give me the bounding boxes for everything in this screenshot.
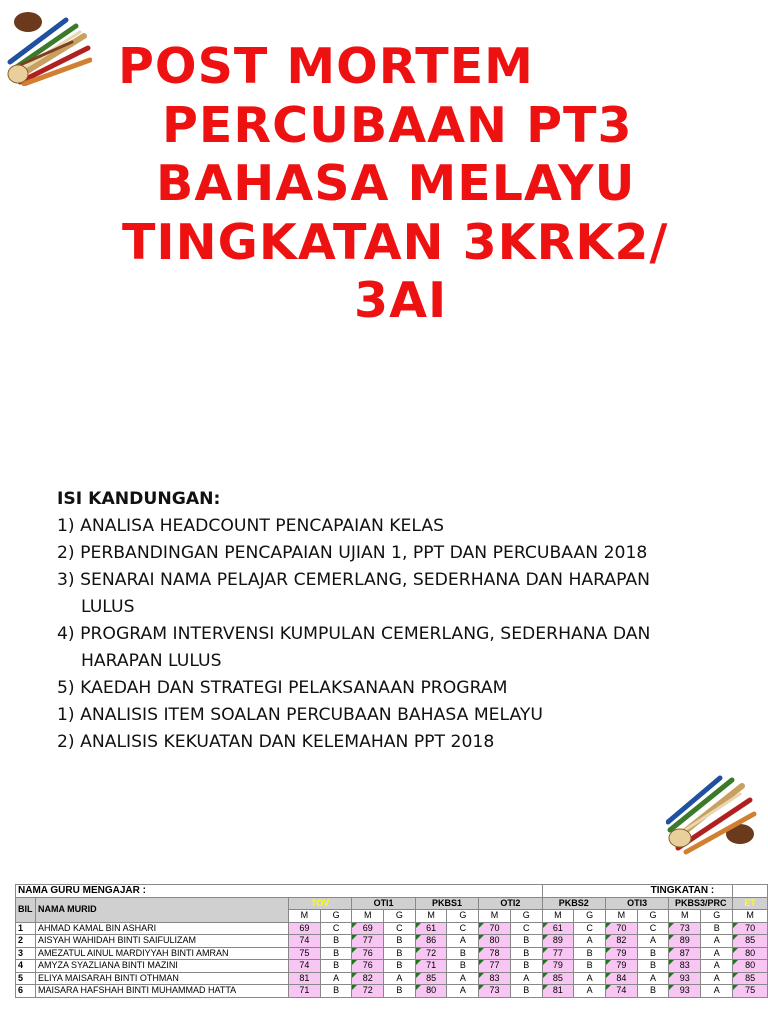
grade-cell: C (510, 922, 542, 935)
group-header-et: ET (733, 897, 768, 910)
grade-cell: B (574, 960, 606, 973)
contents-heading: ISI KANDUNGAN: (57, 489, 221, 509)
mark-cell: 73 (479, 985, 511, 998)
mark-cell: 80 (733, 947, 768, 960)
mark-cell: 89 (669, 935, 701, 948)
mark-cell: 61 (542, 922, 574, 935)
grade-cell: A (510, 972, 542, 985)
row-number: 1 (16, 922, 36, 935)
guru-label: NAMA GURU MENGAJAR : (16, 885, 543, 898)
marks-spreadsheet (15, 884, 768, 998)
mark-cell: 84 (606, 972, 638, 985)
grade-cell: A (701, 935, 733, 948)
mark-cell: 77 (542, 947, 574, 960)
mark-cell: 70 (606, 922, 638, 935)
grade-cell: B (637, 947, 669, 960)
sub-header-m: M (479, 910, 511, 923)
empty-cell (733, 885, 768, 898)
row-number: 6 (16, 985, 36, 998)
table-row (16, 922, 768, 935)
mark-cell: 76 (352, 960, 384, 973)
grade-cell: A (701, 985, 733, 998)
grade-cell: A (701, 972, 733, 985)
mark-cell: 69 (289, 922, 321, 935)
mark-cell: 86 (415, 935, 447, 948)
mark-cell: 72 (415, 947, 447, 960)
grade-cell: B (510, 985, 542, 998)
grade-cell: A (637, 972, 669, 985)
marks-table (15, 884, 768, 998)
sub-header-m: M (669, 910, 701, 923)
pencils-bundle-icon (666, 774, 758, 856)
grade-cell: C (447, 922, 479, 935)
mark-cell: 79 (606, 947, 638, 960)
table-row (16, 935, 768, 948)
mark-cell: 61 (415, 922, 447, 935)
grade-cell: B (384, 935, 416, 948)
student-name: AMEZATUL AINUL MARDIYYAH BINTI AMRAN (35, 947, 288, 960)
contents-item: 3) SENARAI NAMA PELAJAR CEMERLANG, SEDERHANA DAN HARAPAN (57, 570, 651, 590)
grade-cell: B (637, 985, 669, 998)
mark-cell: 76 (352, 947, 384, 960)
sub-header-m: M (542, 910, 574, 923)
mark-cell: 71 (289, 985, 321, 998)
group-header-oti3: OTI3 (606, 897, 669, 910)
mark-cell: 80 (733, 960, 768, 973)
mark-cell: 93 (669, 972, 701, 985)
grade-cell: B (320, 985, 352, 998)
mark-cell: 85 (733, 935, 768, 948)
student-name: AMYZA SYAZLIANA BINTI MAZINI (35, 960, 288, 973)
grade-cell: A (574, 972, 606, 985)
title-line: POST MORTEM (118, 38, 534, 95)
mark-cell: 85 (733, 972, 768, 985)
mark-cell: 78 (479, 947, 511, 960)
mark-cell: 72 (352, 985, 384, 998)
mark-cell: 71 (415, 960, 447, 973)
grade-cell: B (447, 947, 479, 960)
group-header-pkbs3-prc: PKBS3/PRC (669, 897, 733, 910)
title-line: PERCUBAAN PT3 (162, 96, 633, 154)
row-number: 2 (16, 935, 36, 948)
table-row (16, 972, 768, 985)
grade-cell: A (574, 985, 606, 998)
contents-item: 2) ANALISIS KEKUATAN DAN KELEMAHAN PPT 2018 (57, 732, 495, 752)
sub-header-m: M (415, 910, 447, 923)
mark-cell: 85 (542, 972, 574, 985)
mark-cell: 80 (415, 985, 447, 998)
grade-cell: A (701, 960, 733, 973)
table-row (16, 985, 768, 998)
mark-cell: 83 (669, 960, 701, 973)
nama-header: NAMA MURID (35, 897, 288, 922)
mark-cell: 75 (289, 947, 321, 960)
title-line: TINGKATAN 3KRK2/ (122, 213, 669, 271)
group-header-oti1: OTI1 (352, 897, 415, 910)
table-of-contents (57, 486, 712, 756)
student-name: AHMAD KAMAL BIN ASHARI (35, 922, 288, 935)
mark-cell: 70 (479, 922, 511, 935)
grade-cell: B (510, 947, 542, 960)
column-group-row (16, 897, 768, 910)
grade-cell: A (384, 972, 416, 985)
mark-cell: 81 (289, 972, 321, 985)
table-row (16, 960, 768, 973)
sub-header-m: M (352, 910, 384, 923)
mark-cell: 93 (669, 985, 701, 998)
mark-cell: 74 (289, 960, 321, 973)
sub-header-m: M (606, 910, 638, 923)
grade-cell: B (384, 960, 416, 973)
group-header-pkbs2: PKBS2 (542, 897, 605, 910)
sub-header-m: M (733, 910, 768, 923)
mark-cell: 83 (479, 972, 511, 985)
mark-cell: 70 (733, 922, 768, 935)
contents-item: 4) PROGRAM INTERVENSI KUMPULAN CEMERLANG, SEDERHANA DAN (57, 624, 651, 644)
contents-item-continuation: HARAPAN LULUS (81, 651, 222, 671)
mark-cell: 82 (606, 935, 638, 948)
bil-header: BIL (16, 897, 36, 922)
grade-cell: A (574, 935, 606, 948)
title-line: 3AI (354, 272, 448, 329)
grade-cell: B (637, 960, 669, 973)
title-line: BAHASA MELAYU (156, 155, 636, 212)
mark-cell: 79 (542, 960, 574, 973)
mark-cell: 75 (733, 985, 768, 998)
mark-cell: 81 (542, 985, 574, 998)
sub-header-g: G (447, 910, 479, 923)
pencils-bundle-icon (6, 8, 92, 86)
sub-header-g: G (384, 910, 416, 923)
table-row (16, 947, 768, 960)
mark-cell: 77 (479, 960, 511, 973)
contents-item: 2) PERBANDINGAN PENCAPAIAN UJIAN 1, PPT DAN PERCUBAAN 2018 (57, 543, 648, 563)
row-number: 4 (16, 960, 36, 973)
mark-cell: 79 (606, 960, 638, 973)
group-header-pkbs1: PKBS1 (415, 897, 478, 910)
grade-cell: C (320, 922, 352, 935)
student-name: MAISARA HAFSHAH BINTI MUHAMMAD HATTA (35, 985, 288, 998)
mark-cell: 69 (352, 922, 384, 935)
group-header-tov: TOV (289, 897, 352, 910)
contents-item: 1) ANALISA HEADCOUNT PENCAPAIAN KELAS (57, 516, 445, 536)
mark-cell: 82 (352, 972, 384, 985)
student-name: AISYAH WAHIDAH BINTI SAIFULIZAM (35, 935, 288, 948)
mark-cell: 74 (606, 985, 638, 998)
grade-cell: A (447, 972, 479, 985)
sub-header-g: G (701, 910, 733, 923)
grade-cell: B (447, 960, 479, 973)
mark-cell: 85 (415, 972, 447, 985)
tingkatan-label: TINGKATAN : (542, 885, 733, 898)
grade-cell: A (447, 935, 479, 948)
sub-header-g: G (637, 910, 669, 923)
contents-item: 5) KAEDAH DAN STRATEGI PELAKSANAAN PROGRAM (57, 678, 508, 698)
grade-cell: B (574, 947, 606, 960)
grade-cell: A (637, 935, 669, 948)
mark-cell: 77 (352, 935, 384, 948)
student-name: ELIYA MAISARAH BINTI OTHMAN (35, 972, 288, 985)
grade-cell: A (320, 972, 352, 985)
grade-cell: C (574, 922, 606, 935)
mark-cell: 87 (669, 947, 701, 960)
mark-cell: 73 (669, 922, 701, 935)
mark-cell: 74 (289, 935, 321, 948)
mark-cell: 80 (479, 935, 511, 948)
sub-header-g: G (574, 910, 606, 923)
contents-item: 1) ANALISIS ITEM SOALAN PERCUBAAN BAHASA MELAYU (57, 705, 543, 725)
sub-header-g: G (510, 910, 542, 923)
grade-cell: B (701, 922, 733, 935)
grade-cell: A (701, 947, 733, 960)
group-header-oti2: OTI2 (479, 897, 542, 910)
grade-cell: B (320, 960, 352, 973)
sub-header-m: M (289, 910, 321, 923)
sub-header-g: G (320, 910, 352, 923)
row-number: 3 (16, 947, 36, 960)
slide-title (100, 38, 740, 331)
grade-cell: B (384, 947, 416, 960)
mark-cell: 89 (542, 935, 574, 948)
grade-cell: B (510, 935, 542, 948)
grade-cell: B (320, 947, 352, 960)
sheet-header-row (16, 885, 768, 898)
contents-item-continuation: LULUS (81, 597, 135, 617)
grade-cell: C (384, 922, 416, 935)
grade-cell: C (637, 922, 669, 935)
grade-cell: B (510, 960, 542, 973)
grade-cell: B (384, 985, 416, 998)
row-number: 5 (16, 972, 36, 985)
grade-cell: A (447, 985, 479, 998)
grade-cell: B (320, 935, 352, 948)
